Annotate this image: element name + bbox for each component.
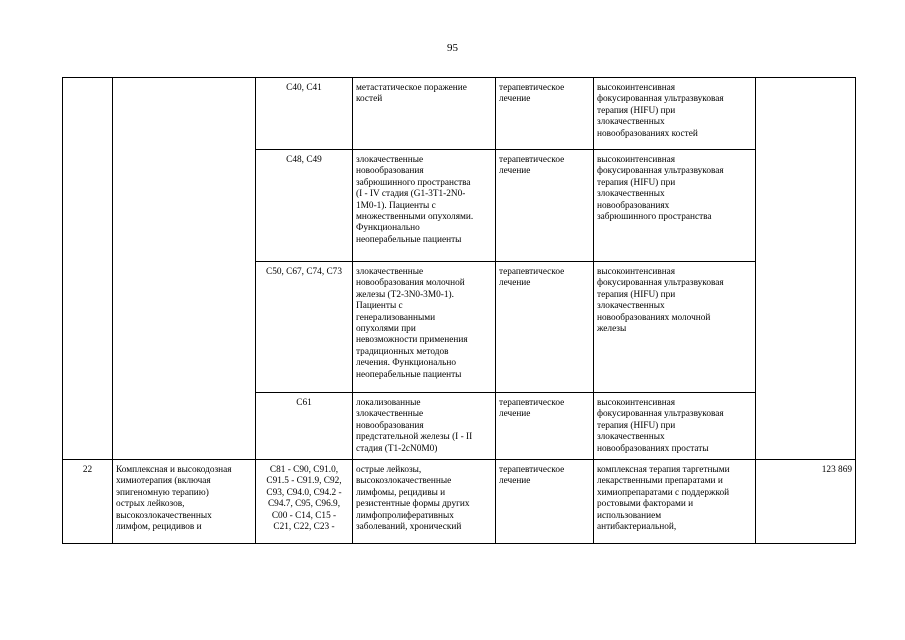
treatment-method-cell: высокоинтенсивная фокусированная ультразвуковая терапия (HIFU) при злокачественных новообразованиях молочной железы (594, 262, 756, 393)
icd-codes-cell: C81 - C90, C91.0, C91.5 - C91.9, C92, C93, C94.0, C94.2 - C94.7, C95, C96.9, C00 - C14, C15 - C21, C22, C23 - (256, 460, 353, 544)
icd-codes-cell: C61 (256, 393, 353, 460)
row-number-cell (63, 78, 113, 460)
price-cell (756, 78, 856, 460)
icd-codes-cell: C40, C41 (256, 78, 353, 150)
patient-model-cell: локализованные злокачественные новообразования предстательной железы (I - II стадия (T1-2cN0M0) (353, 393, 496, 460)
treatment-type-cell: терапевтическое лечение (496, 150, 594, 262)
treatment-type-cell: терапевтическое лечение (496, 460, 594, 544)
patient-model-cell: злокачественные новообразования забрюшинного пространства (I - IV стадия (G1-3T1-2N0- 1M0-1). Пациенты с множественными опухолями. Функционально неоперабельные пациенты (353, 150, 496, 262)
treatment-type-cell: терапевтическое лечение (496, 262, 594, 393)
treatment-type-cell: терапевтическое лечение (496, 393, 594, 460)
care-name-cell: Комплексная и высокодозная химиотерапия (включая эпигеномную терапию) острых лейкозов, высокозлокачественных лимфом, рецидивов и (113, 460, 256, 544)
treatment-method-cell: комплексная терапия таргетными лекарственными препаратами и химиопрепаратами с поддержкой ростовыми факторами и использованием антибактериальной, (594, 460, 756, 544)
icd-codes-cell: C50, C67, C74, C73 (256, 262, 353, 393)
patient-model-cell: острые лейкозы, высокозлокачественные лимфомы, рецидивы и резистентные формы других лимфопролиферативных заболеваний, хронический (353, 460, 496, 544)
patient-model-cell: злокачественные новообразования молочной железы (T2-3N0-3M0-1). Пациенты с генерализованными опухолями при невозможности применения традиционных методов лечения. Функционально неоперабельные пациенты (353, 262, 496, 393)
care-name-cell (113, 78, 256, 460)
patient-model-cell: метастатическое поражение костей (353, 78, 496, 150)
price-cell: 123 869 (756, 460, 856, 544)
treatment-method-cell: высокоинтенсивная фокусированная ультразвуковая терапия (HIFU) при злокачественных новообразованиях костей (594, 78, 756, 150)
page-number: 95 (447, 42, 458, 54)
treatment-method-cell: высокоинтенсивная фокусированная ультразвуковая терапия (HIFU) при злокачественных новообразованиях простаты (594, 393, 756, 460)
table-row (63, 460, 856, 544)
medical-care-table (62, 77, 856, 544)
table-row (63, 78, 856, 150)
treatment-method-cell: высокоинтенсивная фокусированная ультразвуковая терапия (HIFU) при злокачественных новообразованиях забрюшинного пространства (594, 150, 756, 262)
icd-codes-cell: C48, C49 (256, 150, 353, 262)
row-number-cell: 22 (63, 460, 113, 544)
treatment-type-cell: терапевтическое лечение (496, 78, 594, 150)
